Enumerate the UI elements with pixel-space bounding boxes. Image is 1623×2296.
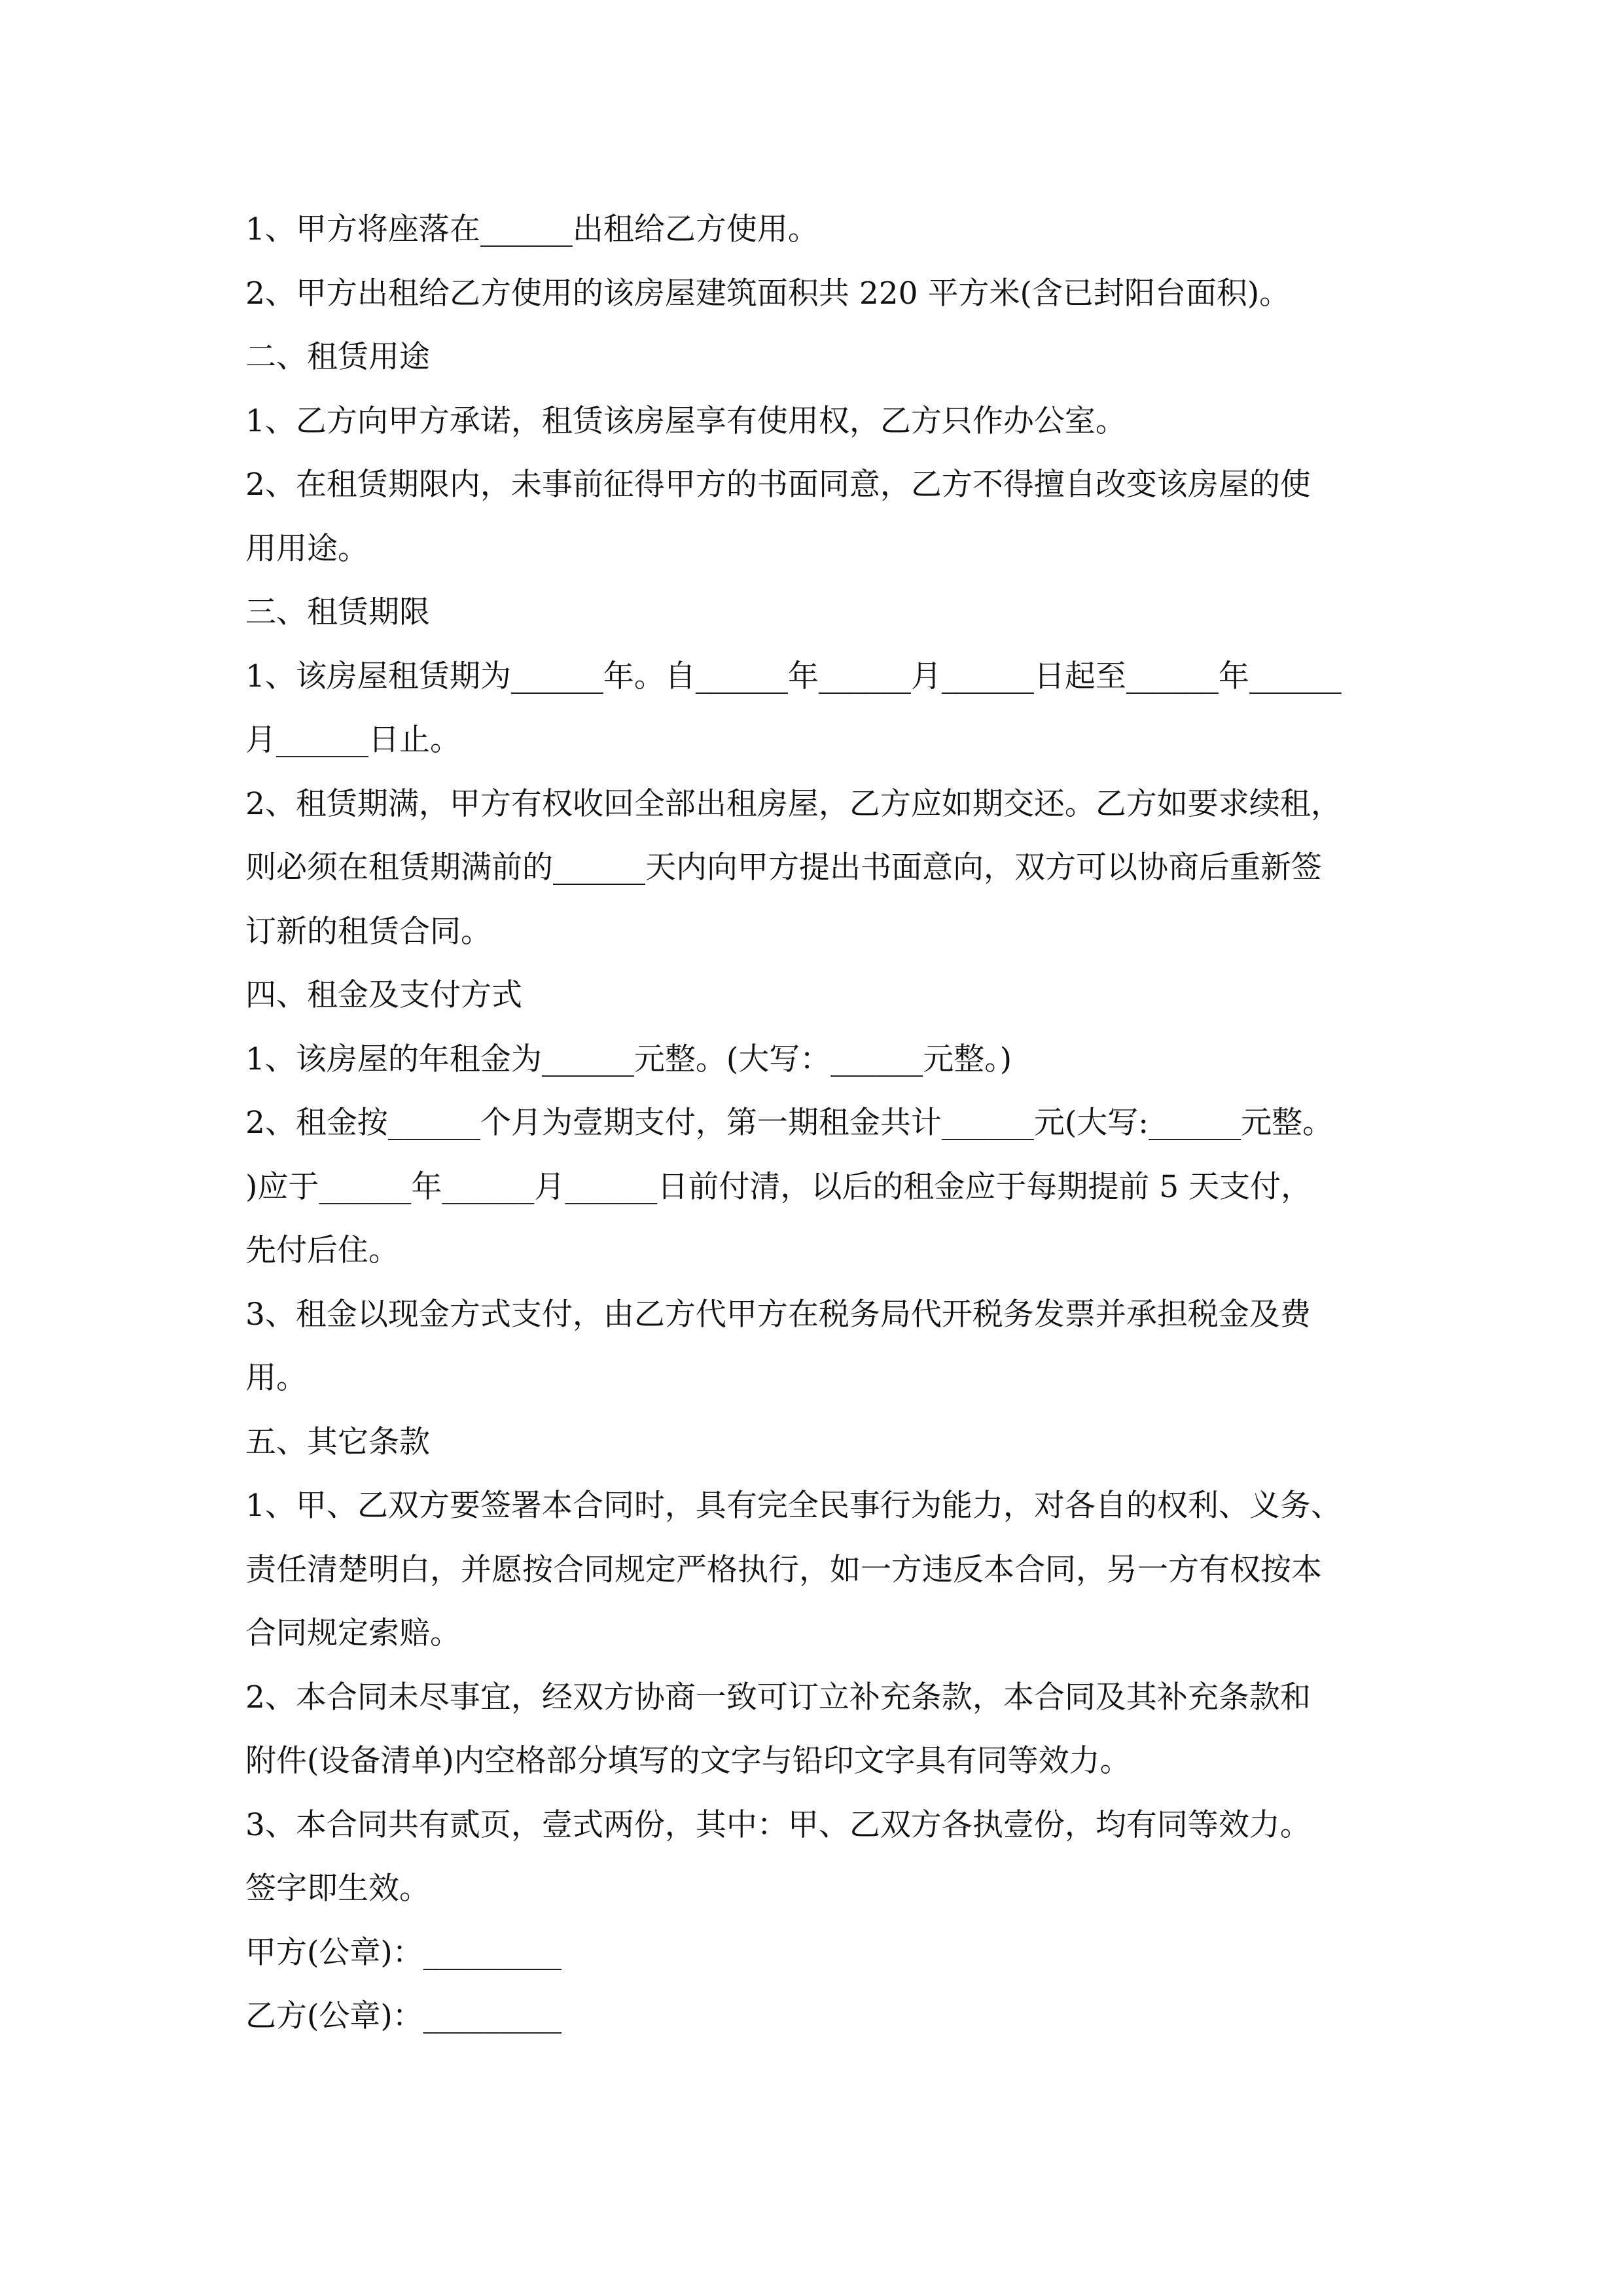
clause-term-1: 1、该房屋租赁期为______年。自______年______月______日起至______年______ — [245, 658, 1342, 694]
clause-other-1-cont-a: 责任清楚明白，并愿按合同规定严格执行，如一方违反本合同，另一方有权按本 — [245, 1551, 1322, 1588]
clause-purpose-1: 1、乙方向甲方承诺，租赁该房屋享有使用权，乙方只作办公室。 — [245, 403, 1126, 439]
signature-party-a: 甲方(公章)：_________ — [245, 1934, 562, 1971]
clause-rent-3: 3、租金以现金方式支付，由乙方代甲方在税务局代开税务发票并承担税金及费 — [245, 1296, 1311, 1333]
clause-other-2: 2、本合同未尽事宜，经双方协商一致可订立补充条款，本合同及其补充条款和 — [245, 1679, 1311, 1715]
clause-term-1-cont: 月______日止。 — [245, 722, 461, 758]
section-heading-lease-purpose: 二、租赁用途 — [245, 339, 430, 375]
clause-rent-1: 1、该房屋的年租金为______元整。(大写：______元整。) — [245, 1041, 1012, 1077]
clause-rent-2-cont-b: 先付后住。 — [245, 1232, 399, 1268]
clause-other-1-cont-b: 合同规定索赔。 — [245, 1615, 461, 1651]
section-heading-lease-term: 三、租赁期限 — [245, 594, 430, 630]
clause-2-building-area: 2、甲方出租给乙方使用的该房屋建筑面积共 220 平方米(含已封阳台面积)。 — [245, 275, 1291, 312]
clause-rent-2: 2、租金按______个月为壹期支付，第一期租金共计______元(大写:______元整。 — [245, 1105, 1334, 1141]
clause-purpose-2-cont: 用用途。 — [245, 530, 368, 567]
clause-term-2-cont-a: 则必须在租赁期满前的______天内向甲方提出书面意向，双方可以协商后重新签 — [245, 850, 1322, 886]
clause-1-property-location: 1、甲方将座落在______出租给乙方使用。 — [245, 211, 819, 247]
contract-body — [245, 198, 1378, 2049]
clause-rent-3-cont: 用。 — [245, 1360, 307, 1396]
clause-term-2-cont-b: 订新的租赁合同。 — [245, 913, 491, 950]
clause-other-1: 1、甲、乙双方要签署本合同时，具有完全民事行为能力，对各自的权利、义务、 — [245, 1488, 1342, 1524]
clause-other-3-cont: 签字即生效。 — [245, 1871, 430, 1907]
clause-rent-2-cont-a: )应于______年______月______日前付清，以后的租金应于每期提前 5 天支付， — [245, 1168, 1312, 1205]
clause-other-2-cont: 附件(设备清单)内空格部分填写的文字与铅印文字具有同等效力。 — [245, 1743, 1131, 1779]
section-heading-rent-payment: 四、租金及支付方式 — [245, 977, 522, 1013]
clause-term-2: 2、租赁期满，甲方有权收回全部出租房屋，乙方应如期交还。乙方如要求续租， — [245, 785, 1342, 822]
clause-other-3: 3、本合同共有贰页，壹式两份，其中：甲、乙双方各执壹份，均有同等效力。 — [245, 1806, 1311, 1843]
signature-party-b: 乙方(公章)：_________ — [245, 1998, 562, 2034]
section-heading-other-terms: 五、其它条款 — [245, 1424, 430, 1460]
clause-purpose-2: 2、在租赁期限内，未事前征得甲方的书面同意，乙方不得擅自改变该房屋的使 — [245, 467, 1311, 503]
